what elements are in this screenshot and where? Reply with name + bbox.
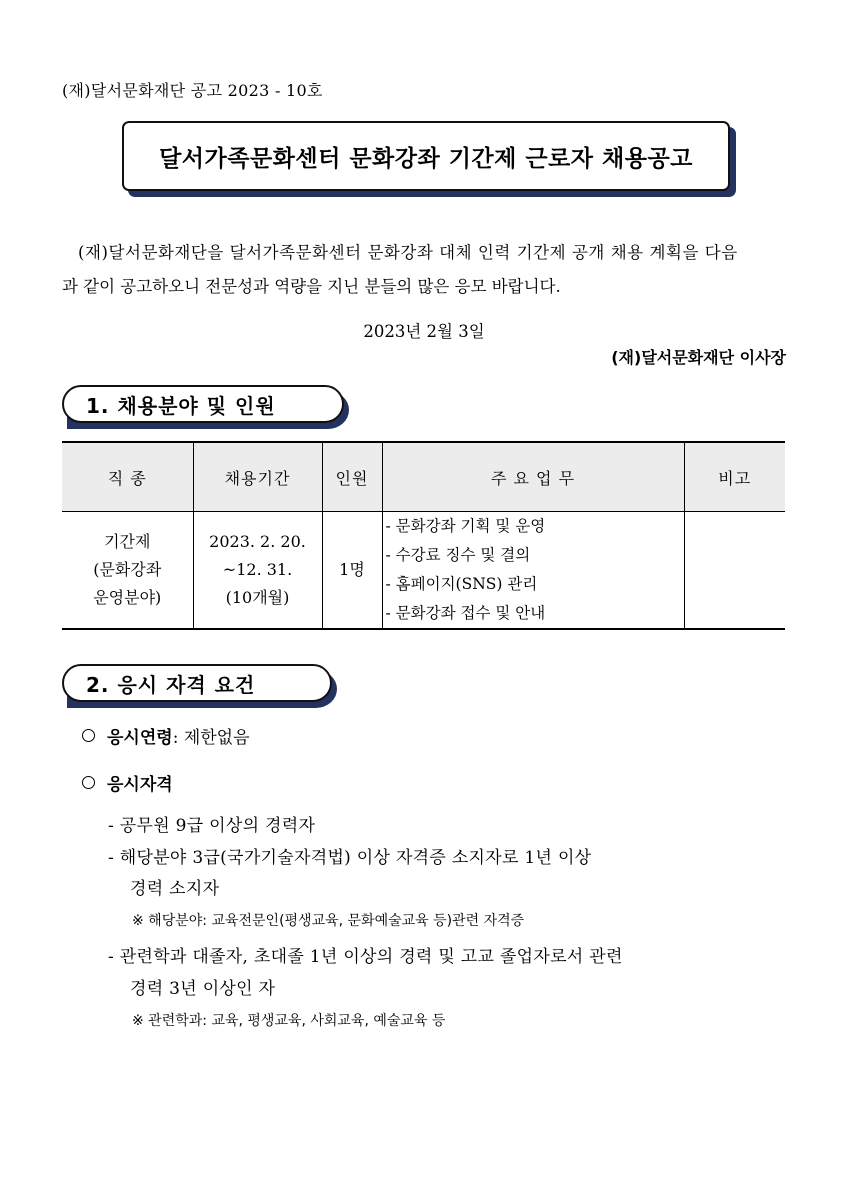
period-line-3: (10개월) (225, 588, 290, 607)
cell-remarks (684, 512, 785, 630)
table-row (62, 512, 785, 630)
qualification-2b: 경력 소지자 (130, 879, 220, 899)
section-2-heading (62, 664, 332, 704)
header-job-type: 직 종 (62, 442, 193, 512)
intro-paragraph (62, 236, 786, 304)
duty-3: - 홈페이지(SNS) 관리 (385, 575, 538, 593)
cell-period (193, 512, 322, 630)
issuer: (재)달서문화재단 이사장 (611, 348, 786, 367)
notice-date: 2023년 2월 3일 (363, 322, 485, 341)
title-box (122, 121, 730, 191)
section-1-heading (62, 385, 344, 425)
qualification-1: - 공무원 9급 이상의 경력자 (108, 816, 316, 836)
note-department: ※ 관련학과: 교육, 평생교육, 사회교육, 예술교육 등 (132, 1013, 446, 1029)
qualification-label: 응시자격 (107, 775, 173, 795)
qualification-3b: 경력 3년 이상인 자 (130, 979, 276, 999)
qualification-3a: - 관련학과 대졸자, 초대졸 1년 이상의 경력 및 고교 졸업자로서 관련 (108, 947, 623, 967)
duty-1: - 문화강좌 기획 및 운영 (385, 517, 546, 535)
job-line-1: 기간제 (104, 532, 151, 551)
duty-2: - 수강료 징수 및 결의 (385, 546, 531, 564)
section-2-title: 2. 응시 자격 요건 (86, 672, 256, 697)
recruitment-table (62, 441, 785, 630)
table-header-row (62, 442, 785, 512)
cell-job-type (62, 512, 193, 630)
intro-line-2: 과 같이 공고하오니 전문성과 역량을 지닌 분들의 많은 응모 바랍니다. (62, 277, 561, 296)
note-field: ※ 해당분야: 교육전문인(평생교육, 문화예술교육 등)관련 자격증 (132, 913, 525, 929)
intro-line-1: (재)달서문화재단을 달서가족문화센터 문화강좌 대체 인력 기간제 공개 채용 계획을 다음 (78, 243, 738, 262)
page-title: 달서가족문화센터 문화강좌 기간제 근로자 채용공고 (159, 145, 693, 172)
age-label: 응시연령 (107, 728, 173, 748)
period-line-2: ~12. 31. (222, 560, 293, 579)
cell-duties (382, 512, 684, 630)
section-2-box (62, 664, 332, 702)
header-period: 채용기간 (193, 442, 322, 512)
cell-count: 1명 (322, 512, 382, 630)
circle-bullet-icon (82, 729, 95, 742)
section-1-title: 1. 채용분야 및 인원 (86, 393, 276, 418)
header-count: 인원 (322, 442, 382, 512)
age-item (82, 723, 250, 748)
period-line-1: 2023. 2. 20. (209, 532, 306, 551)
job-line-2: (문화강좌 (93, 560, 162, 579)
title-banner (122, 121, 734, 195)
job-line-3: 운영분야) (93, 588, 162, 607)
header-duties: 주 요 업 무 (382, 442, 684, 512)
qualification-item (82, 770, 173, 795)
duty-4: - 문화강좌 접수 및 안내 (385, 604, 546, 622)
qualification-2a: - 해당분야 3급(국가기술자격법) 이상 자격증 소지자로 1년 이상 (108, 848, 592, 868)
notice-number: (재)달서문화재단 공고 2023 - 10호 (62, 81, 323, 100)
circle-bullet-icon (82, 776, 95, 789)
section-1-box (62, 385, 344, 423)
header-remarks: 비고 (684, 442, 785, 512)
age-value: : 제한없음 (172, 728, 250, 748)
